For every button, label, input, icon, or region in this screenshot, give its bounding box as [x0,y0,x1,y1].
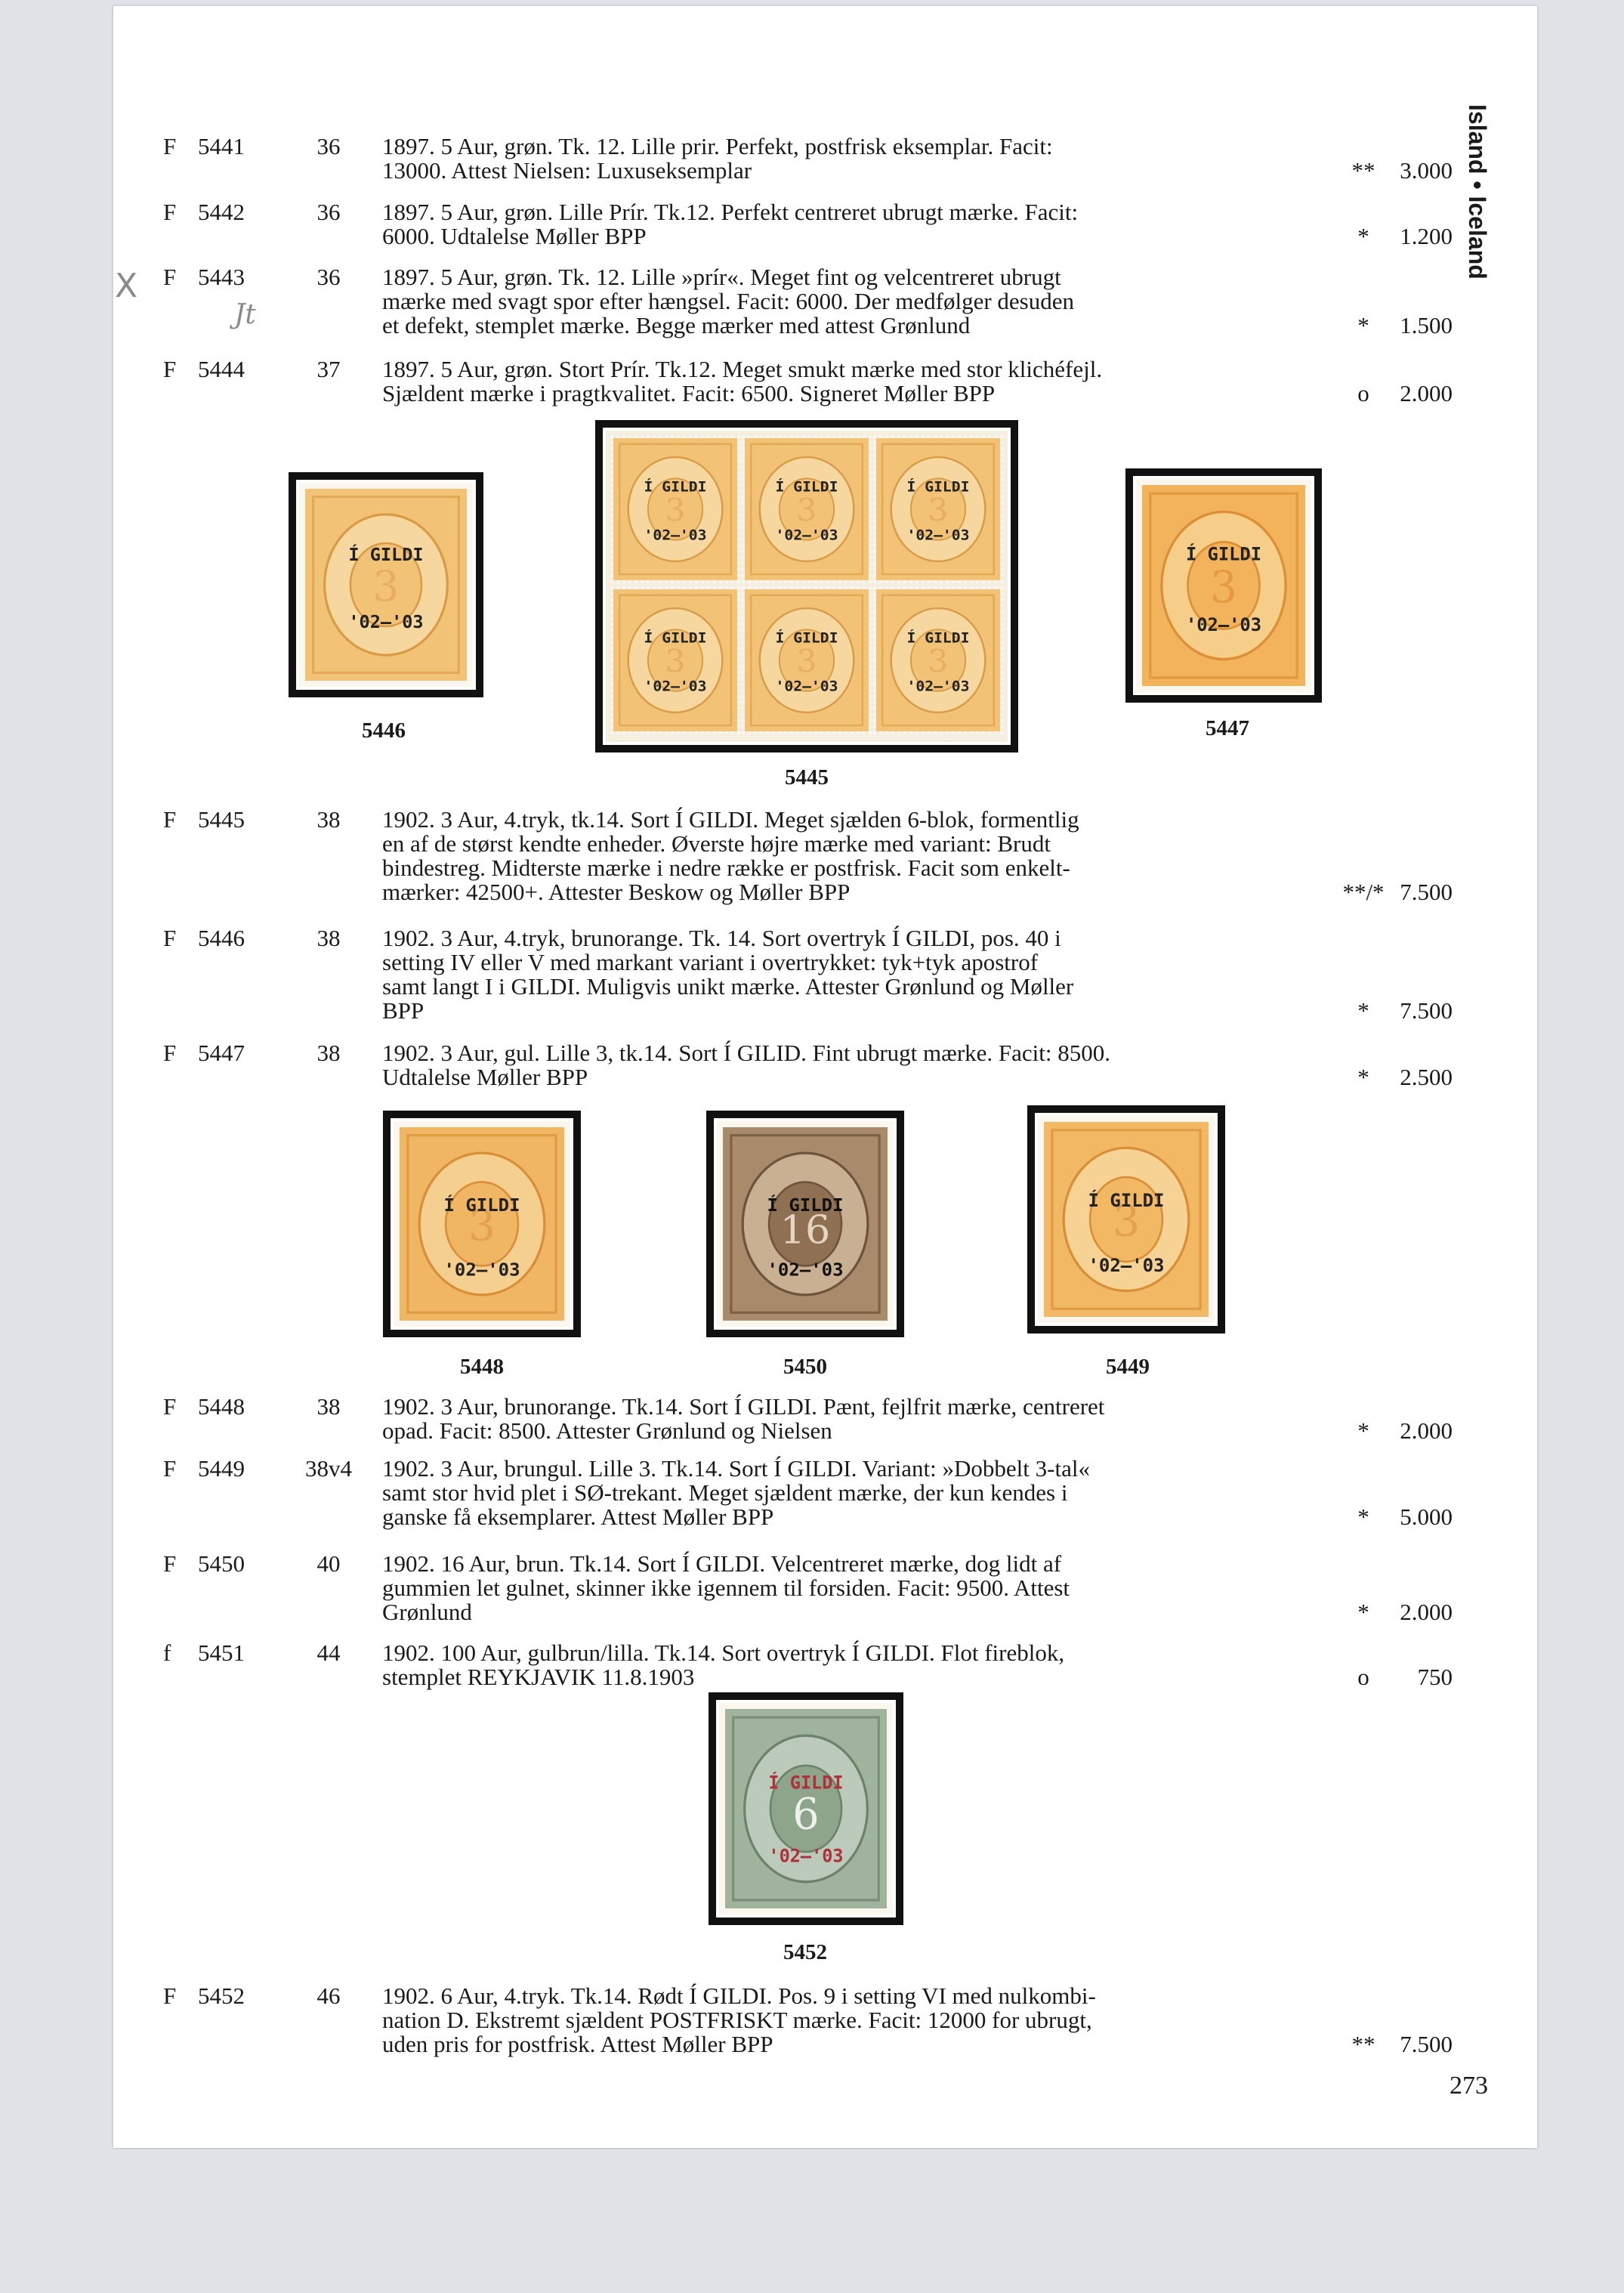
catalogue-number: 38v4 [305,1455,352,1482]
catalogue-number: 37 [316,356,341,382]
svg-text:'02—'03: '02—'03 [767,1259,844,1281]
block-stamp [742,586,872,734]
condition-symbol: * [1357,1503,1369,1530]
svg-text:Í GILDI: Í GILDI [775,629,838,647]
svg-text:Í GILDI: Í GILDI [767,1194,844,1216]
stamp-block-5445-frame [595,420,1018,752]
description-line: samt langt I i GILDI. Muligvis unikt mærke. Attester Grønlund og Møller [382,973,1074,1000]
description-line: gummien let gulnet, skinner ikke igennem til forsiden. Facit: 9500. Attest [382,1575,1070,1601]
condition-symbol: o [1357,1664,1369,1690]
lot-number: 5451 [198,1639,245,1666]
description-line: 1897. 5 Aur, grøn. Stort Prír. Tk.12. Meget smukt mærke med stor klichéfejl. [382,356,1103,382]
description-line: 6000. Udtalelse Møller BPP [382,223,647,249]
block-stamp [873,586,1003,734]
lot-price: 2.000 [1400,380,1453,406]
lot-description [382,1641,1319,1689]
svg-text:3: 3 [1112,1197,1141,1247]
stamp-5448 [397,1124,567,1324]
stamp-5446-frame [289,472,483,697]
lot-letter: F [163,356,177,382]
stamp-5449 [1041,1119,1212,1320]
lot-number: 5449 [198,1455,245,1482]
svg-text:3: 3 [372,563,400,612]
caption-5448: 5448 [460,1355,504,1379]
lot-description [382,926,1319,1023]
lot-letter: F [163,1982,177,2009]
lot-letter: f [163,1639,171,1666]
description-line: ganske få eksemplarer. Attest Møller BPP [382,1503,774,1530]
lot-price: 1.200 [1400,223,1453,249]
lot-number: 5441 [198,133,245,159]
caption-5445: 5445 [785,765,829,790]
stamp-5447-design [1142,485,1305,686]
lot-description [382,265,1319,338]
description-line: samt stor hvid plet i SØ-trekant. Meget sjældent mærke, der kun kendes i [382,1479,1068,1506]
description-line: 1897. 5 Aur, grøn. Tk. 12. Lille »prír«. Meget fint og velcentreret ubrugt [382,264,1061,290]
svg-text:'02—'03: '02—'03 [348,611,424,633]
block-stamp [742,435,872,583]
description-line: mærke med svagt spor efter hængsel. Facit: 6000. Der medfølger desuden [382,288,1074,314]
lot-letter: F [163,1040,177,1066]
condition-symbol: * [1357,312,1369,338]
description-line: 1902. 3 Aur, 4.tryk, brunorange. Tk. 14. Sort overtryk Í GILDI, pos. 40 i [382,925,1061,951]
description-line: et defekt, stemplet mærke. Begge mærker med attest Grønlund [382,312,971,338]
catalogue-number: 38 [316,925,341,951]
lot-letter: F [163,199,177,225]
lot-number: 5452 [198,1982,245,2009]
section-side-title: Island • Iceland [1464,104,1491,280]
lot-description [382,1984,1319,2057]
description-line: 1902. 6 Aur, 4.tryk. Tk.14. Rødt Í GILDI. Pos. 9 i setting VI med nulkombi- [382,1982,1096,2009]
stamp-5446 [302,486,470,684]
lot-letter: F [163,925,177,951]
caption-5447: 5447 [1206,716,1249,740]
lot-price: 7.500 [1400,2031,1453,2057]
condition-symbol: * [1357,1599,1369,1625]
description-line: 1902. 16 Aur, brun. Tk.14. Sort Í GILDI. Velcentreret mærke, dog lidt af [382,1550,1062,1577]
condition-symbol: * [1357,1417,1369,1444]
description-line: 1902. 3 Aur, brunorange. Tk.14. Sort Í GILDI. Pænt, fejlfrit mærke, centreret [382,1393,1105,1420]
description-line: setting IV eller V med markant variant i overtrykket: tyk+tyk apostrof [382,949,1039,975]
svg-text:'02—'03: '02—'03 [768,1845,844,1867]
lot-letter: F [163,1550,177,1577]
catalogue-number: 36 [316,199,341,225]
block-stamp [873,435,1003,583]
svg-text:Í GILDI: Í GILDI [644,477,707,496]
caption-5446: 5446 [362,718,406,743]
stamp-5450-design [723,1127,888,1321]
lot-number: 5446 [198,925,245,951]
stamp-5448-design [400,1127,564,1321]
description-line: 1897. 5 Aur, grøn. Tk. 12. Lille prir. Perfekt, postfrisk eksemplar. Facit: [382,133,1053,159]
svg-text:16: 16 [780,1208,831,1253]
svg-text:3: 3 [1210,562,1237,613]
condition-symbol: * [1357,223,1369,249]
lot-number: 5447 [198,1040,245,1066]
description-line: 1902. 3 Aur, brungul. Lille 3. Tk.14. Sort Í GILDI. Variant: »Dobbelt 3-tal« [382,1455,1090,1482]
description-line: opad. Facit: 8500. Attester Grønlund og Nielsen [382,1417,832,1444]
stamp-5449-frame [1027,1105,1225,1333]
stamp-5450 [720,1124,891,1324]
svg-text:3: 3 [928,643,949,680]
description-line: bindestreg. Midterste mærke i nedre række er postfrisk. Facit som enkelt- [382,854,1070,881]
description-line: mærker: 42500+. Attester Beskow og Møller BPP [382,879,851,905]
description-line: Sjældent mærke i pragtkvalitet. Facit: 6500. Signeret Møller BPP [382,380,996,406]
svg-text:'02—'03: '02—'03 [775,527,838,544]
svg-text:'02—'03: '02—'03 [906,527,970,544]
catalogue-number: 38 [316,1393,341,1420]
svg-text:Í GILDI: Í GILDI [906,629,970,647]
block-stamp [610,435,740,583]
svg-text:3: 3 [468,1201,496,1251]
condition-symbol: **/* [1342,879,1385,905]
description-line: 1897. 5 Aur, grøn. Lille Prír. Tk.12. Perfekt centreret ubrugt mærke. Facit: [382,199,1079,225]
stamp-5449-design [1044,1122,1209,1317]
lot-price: 2.500 [1400,1064,1453,1090]
svg-text:Í GILDI: Í GILDI [443,1194,520,1216]
page-number: 273 [1450,2072,1488,2100]
caption-5450: 5450 [783,1355,827,1379]
svg-text:3: 3 [665,492,686,529]
catalogue-number: 44 [316,1639,341,1666]
condition-symbol: * [1357,1064,1369,1090]
catalogue-number: 46 [316,1982,341,2009]
lot-price: 3.000 [1400,157,1453,184]
lot-number: 5442 [198,199,245,225]
svg-text:'02—'03: '02—'03 [644,527,707,544]
svg-text:6: 6 [792,1789,820,1840]
catalogue-number: 36 [316,133,341,159]
stamp-5452 [722,1706,890,1911]
svg-text:'02—'03: '02—'03 [1088,1254,1165,1276]
description-line: uden pris for postfrisk. Attest Møller BPP [382,2031,773,2057]
lot-number: 5448 [198,1393,245,1420]
svg-text:Í GILDI: Í GILDI [1185,543,1262,565]
lot-letter: F [163,1393,177,1420]
lot-description [382,1457,1319,1529]
description-line: BPP [382,997,425,1024]
catalogue-number: 36 [316,264,341,290]
svg-text:Í GILDI: Í GILDI [644,629,707,647]
lot-number: 5450 [198,1550,245,1577]
lot-description [382,357,1319,406]
description-line: nation D. Ekstremt sjældent POSTFRISKT mærke. Facit: 12000 for ubrugt, [382,2007,1092,2033]
lot-description [382,200,1319,249]
stamp-5446-design [305,489,467,681]
svg-text:Í GILDI: Í GILDI [906,477,970,496]
lot-number: 5443 [198,264,245,290]
svg-text:Í GILDI: Í GILDI [1088,1189,1165,1211]
lot-price: 7.500 [1400,879,1453,905]
caption-5449: 5449 [1106,1355,1150,1379]
lot-number: 5445 [198,806,245,833]
svg-text:'02—'03: '02—'03 [775,678,838,695]
catalogue-page [113,6,1537,2148]
description-line: 1902. 100 Aur, gulbrun/lilla. Tk.14. Sort overtryk Í GILDI. Flot fireblok, [382,1639,1065,1666]
lot-number: 5444 [198,356,245,382]
handwritten-x-mark: X [115,267,138,305]
description-line: 1902. 3 Aur, gul. Lille 3, tk.14. Sort Í GILID. Fint ubrugt mærke. Facit: 8500. [382,1040,1110,1066]
block-stamp [610,586,740,734]
stamp-5447 [1139,482,1308,689]
lot-price: 7.500 [1400,997,1453,1024]
svg-text:Í GILDI: Í GILDI [348,544,424,566]
lot-description [382,1041,1319,1089]
description-line: Udtalelse Møller BPP [382,1064,588,1090]
description-line: Grønlund [382,1599,472,1625]
svg-text:'02—'03: '02—'03 [906,678,970,695]
lot-letter: F [163,806,177,833]
svg-text:Í GILDI: Í GILDI [775,477,838,496]
catalogue-number: 38 [316,1040,341,1066]
catalogue-number: 40 [316,1550,341,1577]
svg-text:Í GILDI: Í GILDI [768,1772,844,1794]
condition-symbol: ** [1351,2031,1375,2057]
condition-symbol: o [1357,380,1369,406]
lot-letter: F [163,133,177,159]
caption-5452: 5452 [783,1940,827,1964]
stamp-5452-design [725,1709,887,1908]
svg-text:3: 3 [796,492,817,529]
svg-text:'02—'03: '02—'03 [644,678,707,695]
condition-symbol: ** [1351,157,1375,184]
lot-letter: F [163,1455,177,1482]
description-line: 1902. 3 Aur, 4.tryk, tk.14. Sort Í GILDI. Meget sjælden 6-blok, formentlig [382,806,1079,833]
stamp-5448-frame [383,1111,581,1337]
lot-letter: F [163,264,177,290]
stamp-5452-frame [709,1692,903,1925]
stamp-5450-frame [706,1111,904,1337]
svg-text:'02—'03: '02—'03 [443,1259,520,1281]
catalogue-number: 38 [316,806,341,833]
svg-text:3: 3 [928,492,949,529]
lot-price: 2.000 [1400,1599,1453,1625]
lot-description [382,134,1319,183]
lot-price: 1.500 [1400,312,1453,338]
description-line: en af de størst kendte enheder. Øverste højre mærke med variant: Brudt [382,830,1051,857]
svg-text:3: 3 [796,643,817,680]
stamp-5447-frame [1125,468,1322,703]
svg-text:3: 3 [665,643,686,680]
lot-price: 2.000 [1400,1417,1453,1444]
description-line: 13000. Attest Nielsen: Luxuseksemplar [382,157,752,184]
lot-price: 750 [1417,1664,1453,1690]
lot-description [382,1552,1319,1624]
lot-description [382,808,1319,904]
lot-description [382,1395,1319,1443]
handwritten-initials-mark: Jt [234,299,256,330]
lot-price: 5.000 [1400,1503,1453,1530]
svg-text:'02—'03: '02—'03 [1185,613,1262,635]
description-line: stemplet REYKJAVIK 11.8.1903 [382,1664,695,1690]
condition-symbol: * [1357,997,1369,1024]
